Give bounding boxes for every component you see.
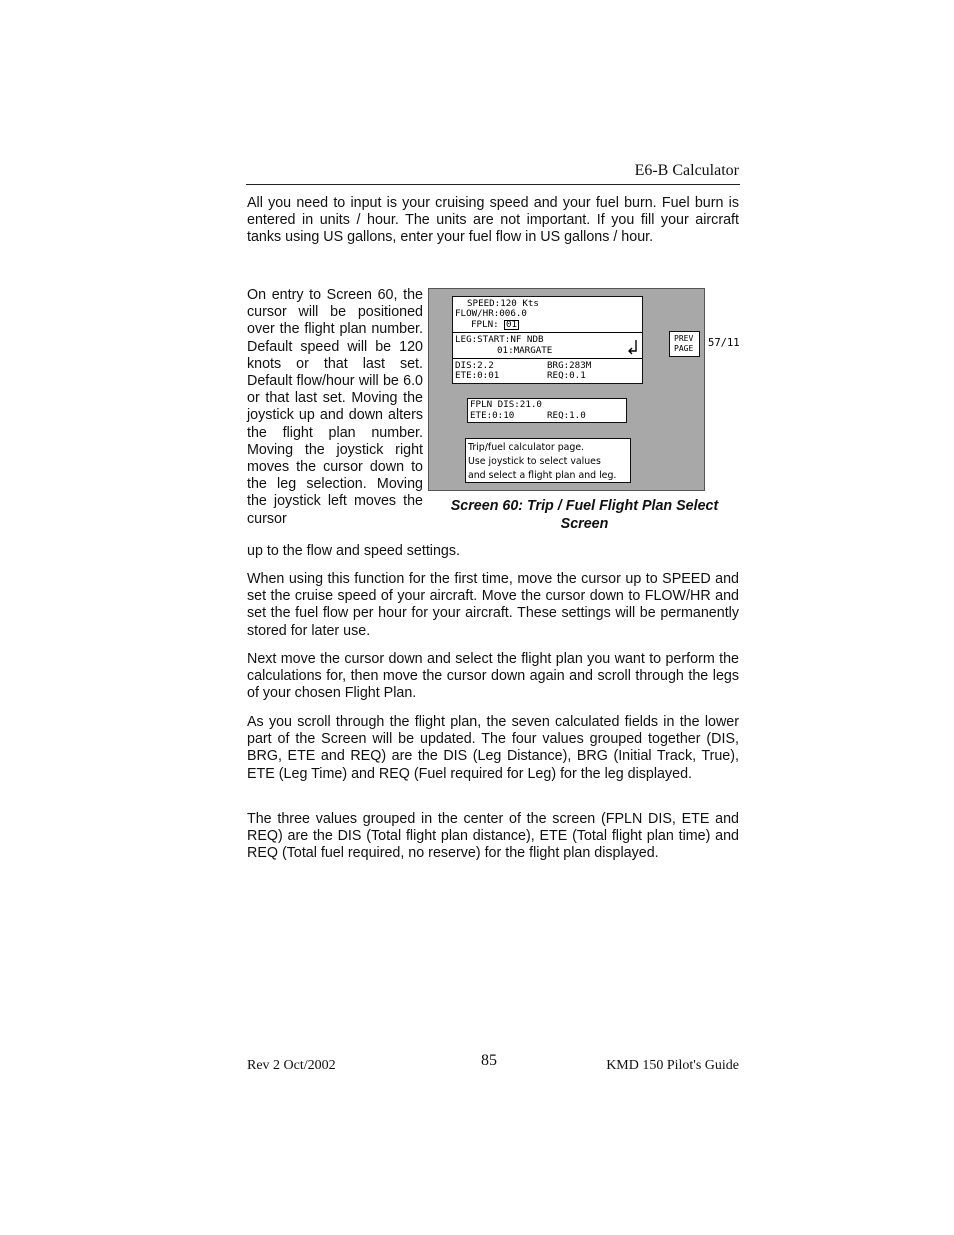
help-panel xyxy=(465,438,631,483)
paragraph-total-values: The three values grouped in the center of the screen (FPLN DIS, ETE and REQ) are the DIS (Total flight plan distance), ETE (Total flight plan time) and REQ (Total fuel required, no reserve) for the flight plan displayed. xyxy=(247,811,739,862)
help-line-3: and select a flight plan and leg. xyxy=(468,470,617,481)
leg-field[interactable]: LEG:START:NF NDB xyxy=(455,334,544,345)
leg-name: 01:MARGATE xyxy=(497,345,553,356)
leg-ete: ETE:0:01 xyxy=(455,370,500,381)
screen-page-number: 57/11 xyxy=(708,337,740,349)
side-paragraph: On entry to Screen 60, the cursor will be positioned over the flight plan number. Default speed will be 120 knots or that last set. Default flow/hour will be 6.0 or that last set. Moving the joystick up and down alters the flight plan number. Moving the joystick right moves the cursor down to the leg selection. Moving the joystick left moves the cursor xyxy=(247,287,423,527)
prev-page-label-top: PREV xyxy=(674,334,694,343)
flow-field[interactable]: FLOW/HR:006.0 xyxy=(455,308,527,319)
prev-page-label-bottom: PAGE xyxy=(674,344,694,353)
leg-bearing: BRG:283M xyxy=(547,360,592,371)
paragraph-select-plan: Next move the cursor down and select the flight plan you want to perform the calculations for, then move the cursor down again and scroll through the legs of your chosen Flight Plan. xyxy=(247,651,739,702)
help-line-1: Trip/fuel calculator page. xyxy=(468,442,585,453)
intro-paragraph: All you need to input is your cruising speed and your fuel burn. Fuel burn is entered in units / hour. The units are not important. If you fill your aircraft tanks using US gallons, enter your fuel flow in US gallons / hour. xyxy=(247,195,739,246)
total-fuel-required: REQ:1.0 xyxy=(547,410,586,421)
leg-distance: DIS:2.2 xyxy=(455,360,494,371)
prev-page-button[interactable] xyxy=(669,331,700,357)
panel-divider xyxy=(453,332,642,333)
speed-field[interactable]: SPEED:120 Kts xyxy=(467,298,539,309)
total-distance: FPLN DIS:21.0 xyxy=(470,399,542,410)
paragraph-leg-values: As you scroll through the flight plan, the seven calculated fields in the lower part of the Screen will be updated. The four values grouped together (DIS, BRG, ETE and REQ) are the DIS (Leg Distance), BRG (Initial Track, True), ETE (Leg Time) and REQ (Fuel required for Leg) for the leg displayed. xyxy=(247,714,739,782)
paragraph-first-use: When using this function for the first time, move the cursor up to SPEED and set the cruise speed of your aircraft. Move the cursor down to FLOW/HR and set the fuel flow per hour for your aircraft. These settings will be permanently stored for later use. xyxy=(247,571,739,639)
footer-revision: Rev 2 Oct/2002 xyxy=(247,1058,336,1073)
total-ete: ETE:0:10 xyxy=(470,410,515,421)
enter-icon xyxy=(627,339,639,355)
header-rule xyxy=(246,184,740,185)
totals-panel xyxy=(467,398,627,423)
help-line-2: Use joystick to select values xyxy=(468,456,601,467)
figure-caption: Screen 60: Trip / Fuel Flight Plan Select Screen xyxy=(450,498,719,532)
footer-page-number: 85 xyxy=(481,1052,497,1069)
fpln-label: FPLN: xyxy=(471,319,499,330)
fpln-cursor[interactable]: 01 xyxy=(506,319,518,330)
panel-divider xyxy=(453,358,642,359)
side-paragraph-tail: up to the flow and speed settings. xyxy=(247,543,461,559)
section-title: E6-B Calculator xyxy=(634,162,739,179)
leg-info-panel xyxy=(452,296,643,384)
leg-fuel-required: REQ:0.1 xyxy=(547,370,586,381)
footer-guide-title: KMD 150 Pilot's Guide xyxy=(606,1058,739,1073)
device-screen xyxy=(428,288,705,491)
